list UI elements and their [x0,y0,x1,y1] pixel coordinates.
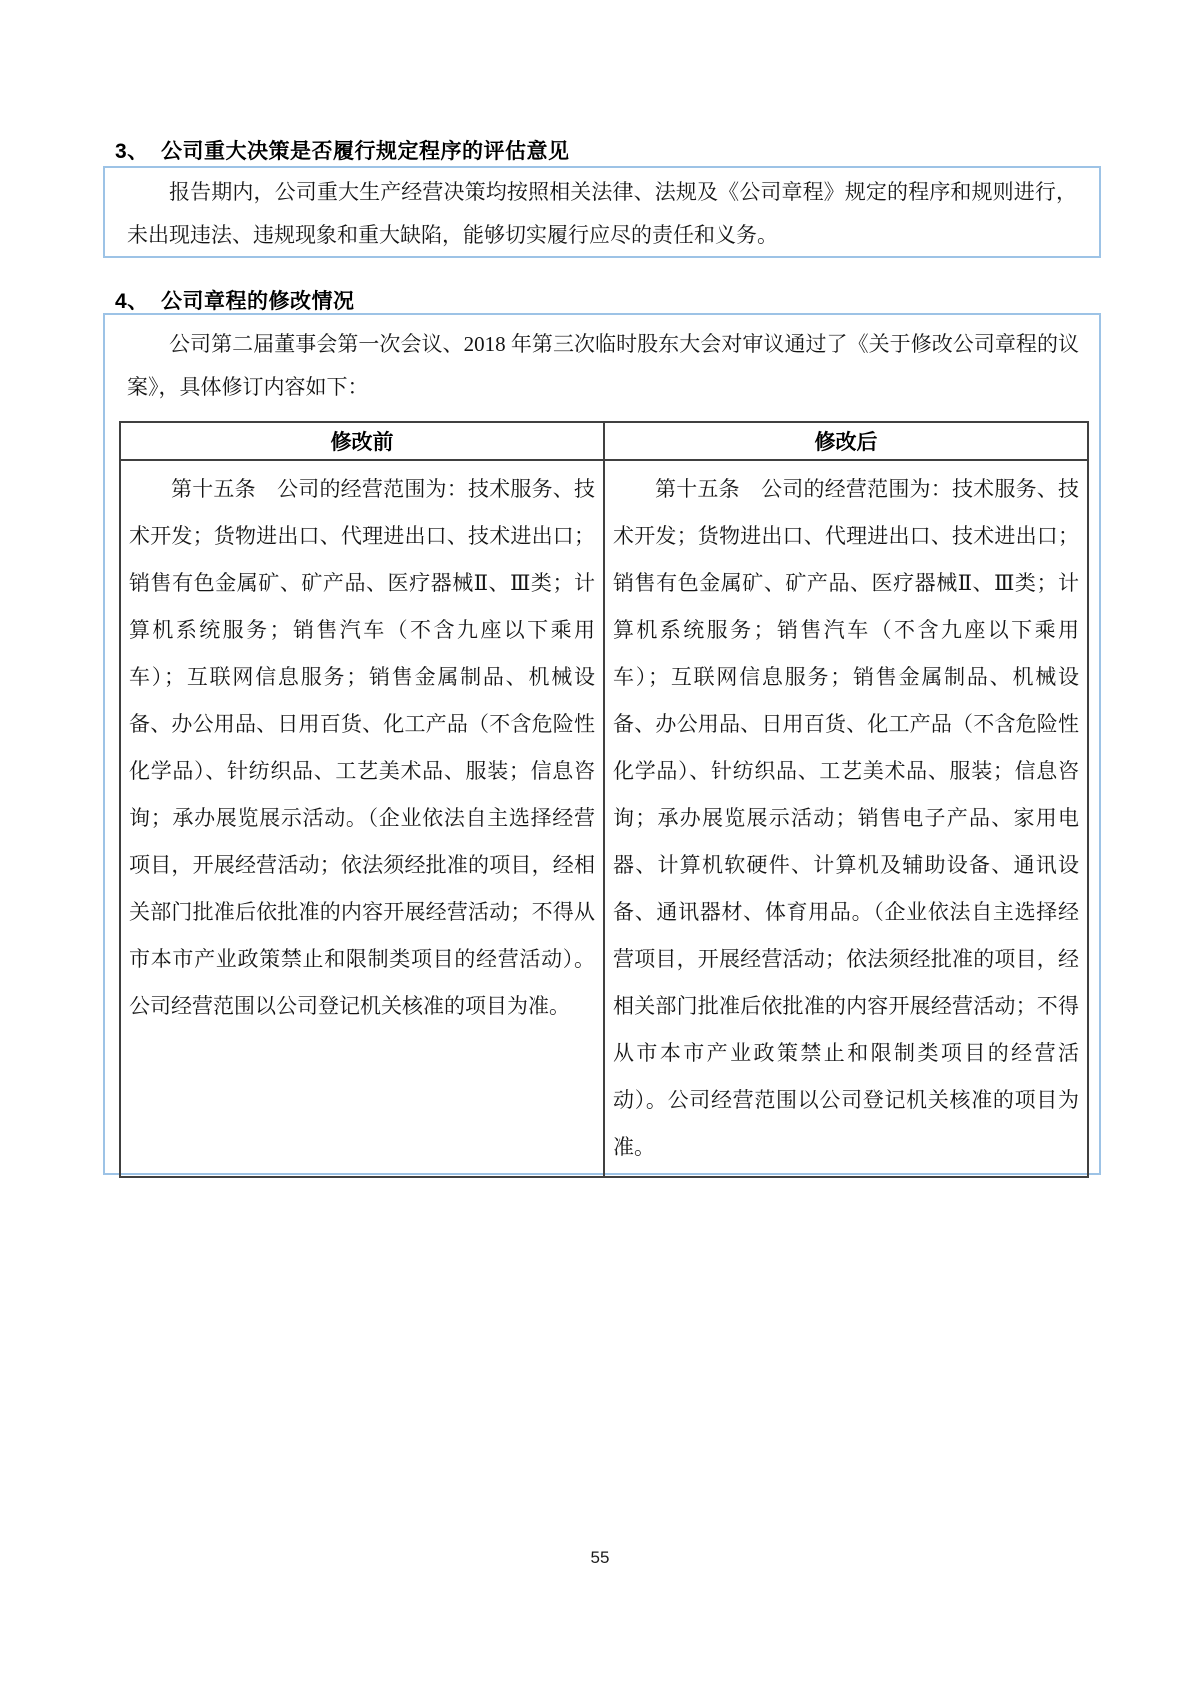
table-header-row [120,422,1088,460]
section-3-paragraph: 报告期内，公司重大生产经营决策均按照相关法律、法规及《公司章程》规定的程序和规则进行，未出现违法、违规现象和重大缺陷，能够切实履行应尽的责任和义务。 [127,180,1077,247]
column-header-before: 修改前 [120,422,604,460]
section-3-text-box [103,166,1101,258]
page-number: 55 [590,1548,610,1567]
after-cell [604,460,1088,1177]
before-text: 第十五条 公司的经营范围为：技术服务、技术开发；货物进出口、代理进出口、技术进出口；销售有色金属矿、矿产品、医疗器械Ⅱ、Ⅲ类；计算机系统服务；销售汽车（不含九座以下乘用车）；互联网信息服务；销售金属制品、机械设备、办公用品、日用百货、化工产品（不含危险性化学品）、针纺织品、工艺美术品、服装；信息咨询；承办展览展示活动。（企业依法自主选择经营项目，开展经营活动；依法须经批准的项目，经相关部门批准后依批准的内容开展经营活动；不得从市本市产业政策禁止和限制类项目的经营活动）。公司经营范围以公司登记机关核准的项目为准。 [129,477,595,1018]
section-3-heading [115,135,570,165]
before-cell [120,460,604,1177]
section-4-content-box [103,313,1101,1175]
amendment-intro-paragraph: 公司第二届董事会第一次会议、2018 年第三次临时股东大会对审议通过了《关于修改公司章程的议案》，具体修订内容如下： [127,332,1079,399]
section-3-title: 公司重大决策是否履行规定程序的评估意见 [161,140,570,163]
section-3-number: 3、 [115,140,149,163]
section-4-title: 公司章程的修改情况 [161,290,355,313]
column-header-after: 修改后 [604,422,1088,460]
table-row [120,460,1088,1177]
section-4-heading [115,285,355,315]
amendment-comparison-table [119,421,1089,1178]
section-4-number: 4、 [115,290,149,313]
after-text: 第十五条 公司的经营范围为：技术服务、技术开发；货物进出口、代理进出口、技术进出口；销售有色金属矿、矿产品、医疗器械Ⅱ、Ⅲ类；计算机系统服务；销售汽车（不含九座以下乘用车）；互联网信息服务；销售金属制品、机械设备、办公用品、日用百货、化工产品（不含危险性化学品）、针纺织品、工艺美术品、服装；信息咨询；承办展览展示活动；销售电子产品、家用电器、计算机软硬件、计算机及辅助设备、通讯设备、通讯器材、体育用品。（企业依法自主选择经营项目，开展经营活动；依法须经批准的项目，经相关部门批准后依批准的内容开展经营活动；不得从市本市产业政策禁止和限制类项目的经营活动）。公司经营范围以公司登记机关核准的项目为准。 [613,477,1079,1159]
